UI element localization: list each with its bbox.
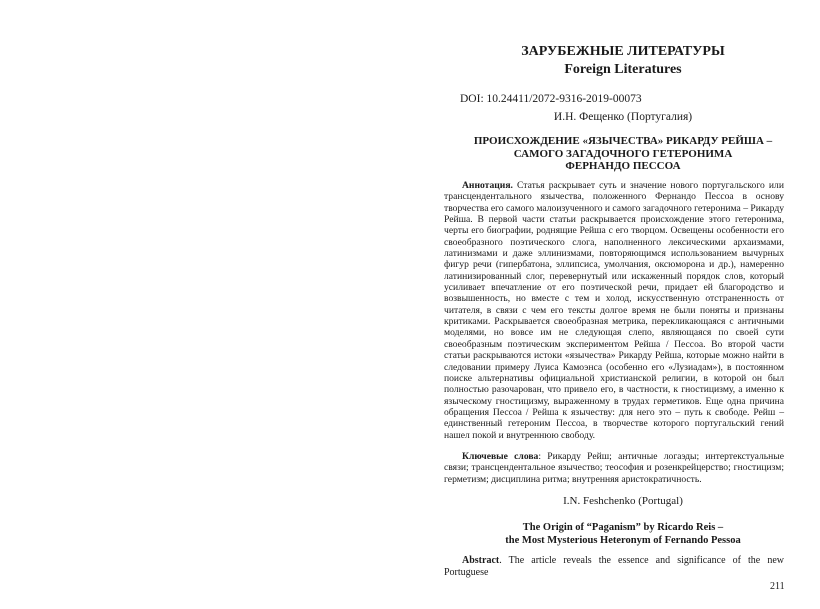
article-title-en: [444, 521, 802, 547]
doi-line: DOI: 10.24411/2072-9316-2019-00073: [460, 93, 642, 105]
abstract-ru-label: Аннотация.: [462, 180, 513, 191]
keywords-ru: [444, 451, 784, 485]
abstract-en: [444, 555, 784, 579]
author-ru: И.Н. Фещенко (Португалия): [553, 111, 693, 123]
title-ru-line-2: САМОГО ЗАГАДОЧНОГО ГЕТЕРОНИМА: [513, 147, 733, 160]
title-en-line-1: The Origin of “Paganism” by Ricardo Reis –: [522, 522, 724, 533]
section-title-ru: ЗАРУБЕЖНЫЕ ЛИТЕРАТУРЫ: [521, 44, 725, 59]
article-title-ru: [444, 135, 802, 173]
keywords-ru-text: : Рикарду Рейш; античные логаэды; интертекстуальные связи; трансцендентальное язычество; теософия и розенкрейцерство; гностицизм; герметизм; дисциплина ритма; внутренняя аристократичность.: [444, 451, 784, 485]
abstract-en-text: . The article reveals the essence and significance of the new Portuguese: [444, 555, 784, 578]
title-ru-line-1: ПРОИСХОЖДЕНИЕ «ЯЗЫЧЕСТВА» РИКАРДУ РЕЙША –: [473, 135, 773, 147]
abstract-en-label: Abstract: [462, 555, 500, 566]
abstract-ru-text: Статья раскрывает суть и значение нового португальского или трансцендентального язычества, положенного Фернандо Пессоа в основу творчества его самого малоизученного и самого загадочного гетеронима – Рикарду Рейша. В первой части статьи раскрывается происхождение этого гетеронима, черты его биографии, роднящие Рейша с его творцом. Освещены особенности его своеобразного поэтического слога, наполненного лексическими архаизмами, латинизмами и даже эллинизмами, повторяющимся использованием вычурных фигур речи (гипербатона, эллипсиса, умолчания, оксюморона и др.), намеренно латинизированный слог, перевернутый или искаженный порядок слов, который усиливает впечатление от его поэтической речи, придает ей благородство и возвышенность, но вместе с тем и холод, искусственную отстраненность от читателя, в связи с чем его тексты долгое время не были поняты и признаны критиками. Раскрывается своеобразная метрика, перекликающаяся с античными моделями, но вовсе им не следующая слепо, являющаяся по своей сути своеобразным поэтическим экспериментом Рейша / Пессоа. Во второй части статьи раскрываются истоки «язычества» Рикарду Рейша, которые можно найти в следовании примеру Луиса Камоэнса (особенно его «Лузиадам»), в постоянном поиске альтернативы официальной христианской религии, в которой он был полностью разочарован, что привело его, в частности, к гностицизму, а именно к языческому гностицизму, выраженному в трудах герметиков. Еще одна причина обращения Пессоа / Рейша к язычеству: для него это – путь к свободе. Рейш – единственный гетероним Пессоа, в творчестве которого португальский гений нашел покой и внутреннюю свободу.: [444, 180, 784, 441]
author-en: I.N. Feshchenko (Portugal): [563, 495, 683, 507]
section-title-en: Foreign Literatures: [564, 62, 682, 77]
title-ru-line-3: ФЕРНАНДО ПЕССОА: [565, 160, 681, 172]
abstract-ru: [444, 180, 784, 441]
page-number: 211: [770, 581, 785, 592]
title-en-line-2: the Most Mysterious Heteronym of Fernando Pessoa: [505, 535, 741, 546]
keywords-ru-label: Ключевые слова: [462, 451, 539, 462]
